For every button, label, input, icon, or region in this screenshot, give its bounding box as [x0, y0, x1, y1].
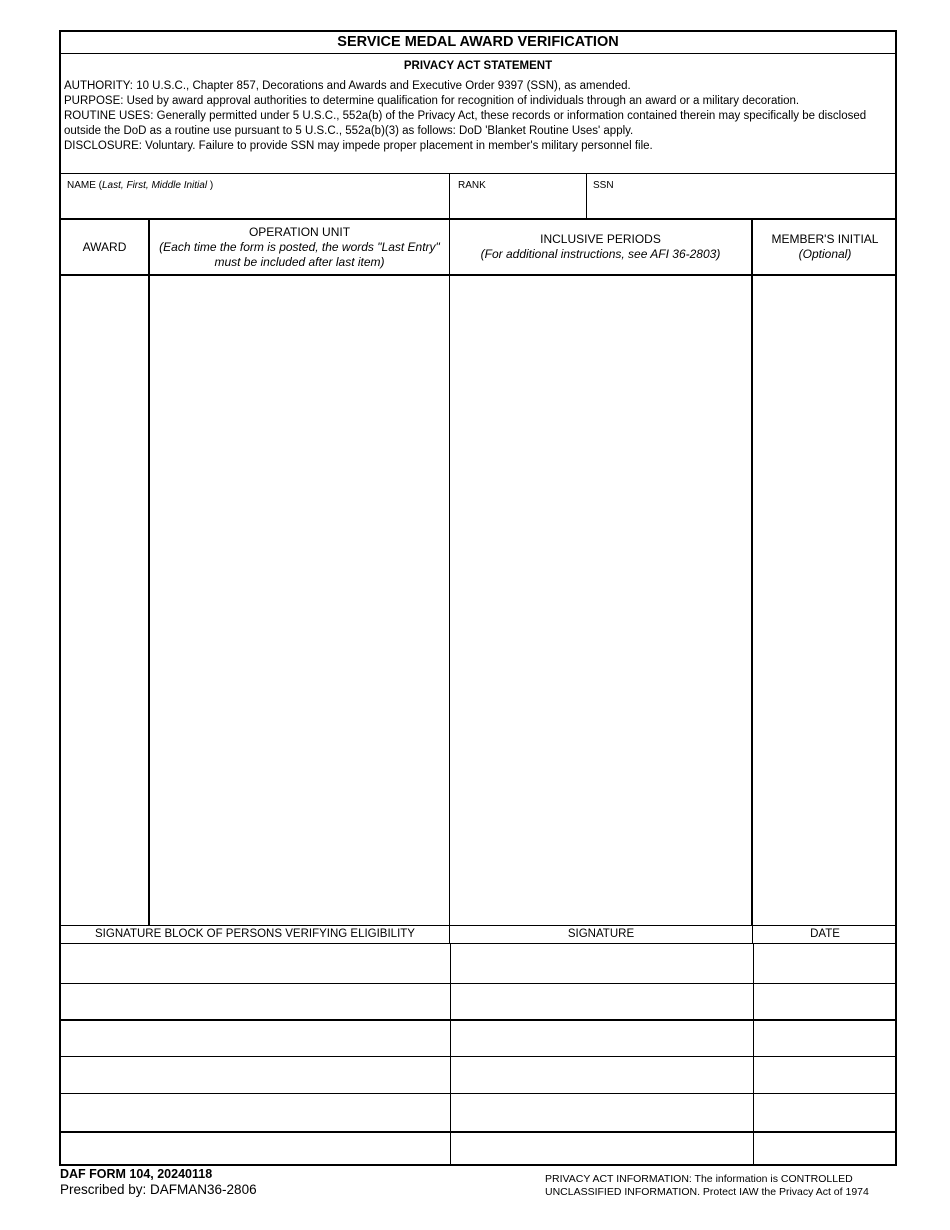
inclusive-periods-column-header: INCLUSIVE PERIODS (For additional instructions, see AFI 36-2803) [450, 220, 753, 276]
award-verification-form [59, 30, 897, 1166]
ssn-field[interactable] [587, 174, 897, 220]
operation-unit-entry-cell[interactable] [150, 276, 450, 926]
inclusive-periods-entry-cell[interactable] [450, 276, 753, 926]
award-entry-cell[interactable] [61, 276, 150, 926]
members-initial-entry-cell[interactable] [753, 276, 897, 926]
form-number: DAF FORM 104, 20240118 [60, 1167, 213, 1181]
privacy-act-heading: PRIVACY ACT STATEMENT [403, 60, 553, 72]
authority-text: AUTHORITY: 10 U.S.C., Chapter 857, Decorations and Awards and Executive Order 9397 (SSN), as amended. [64, 80, 631, 92]
award-column-header: AWARD [61, 220, 150, 276]
name-field[interactable] [61, 174, 450, 220]
rank-label: RANK [458, 180, 486, 191]
signature-block-header: SIGNATURE BLOCK OF PERSONS VERIFYING ELIGIBILITY [61, 926, 450, 944]
disclosure-text: DISCLOSURE: Voluntary. Failure to provide SSN may impede proper placement in member's military personnel file. [64, 140, 653, 152]
privacy-info-line-1: PRIVACY ACT INFORMATION: The information is CONTROLLED [545, 1173, 853, 1185]
ssn-label: SSN [593, 180, 614, 191]
privacy-act-information [545, 1173, 869, 1199]
members-initial-column-header: MEMBER'S INITIAL (Optional) [753, 220, 897, 276]
form-identification [60, 1167, 257, 1197]
operation-unit-column-header: OPERATION UNIT (Each time the form is posted, the words "Last Entry" must be included after last item) [150, 220, 450, 276]
privacy-act-statement [61, 54, 895, 174]
name-label: NAME (Last, First, Middle Initial ) [67, 180, 214, 191]
routine-uses-text: ROUTINE USES: Generally permitted under 5 U.S.C., 552a(b) of the Privacy Act, these records or information contained therein may specifically be disclosed outside the DoD as a routine use pursuant to 5 U.S.C., 552a(b)(3) as follows: DoD 'Blanket Routine Uses' apply. [64, 110, 867, 137]
prescribed-by: Prescribed by: DAFMAN36-2806 [60, 1182, 257, 1197]
rank-field[interactable] [450, 174, 587, 220]
form-title: SERVICE MEDAL AWARD VERIFICATION [61, 32, 895, 54]
purpose-text: PURPOSE: Used by award approval authorities to determine qualification for recognition of individuals through an award or a military decoration. [64, 95, 800, 107]
signature-header: SIGNATURE [450, 926, 753, 944]
date-header: DATE [753, 926, 897, 944]
privacy-info-line-2: UNCLASSIFIED INFORMATION. Protect IAW the Privacy Act of 1974 [545, 1186, 869, 1198]
signature-rows [61, 944, 897, 1166]
